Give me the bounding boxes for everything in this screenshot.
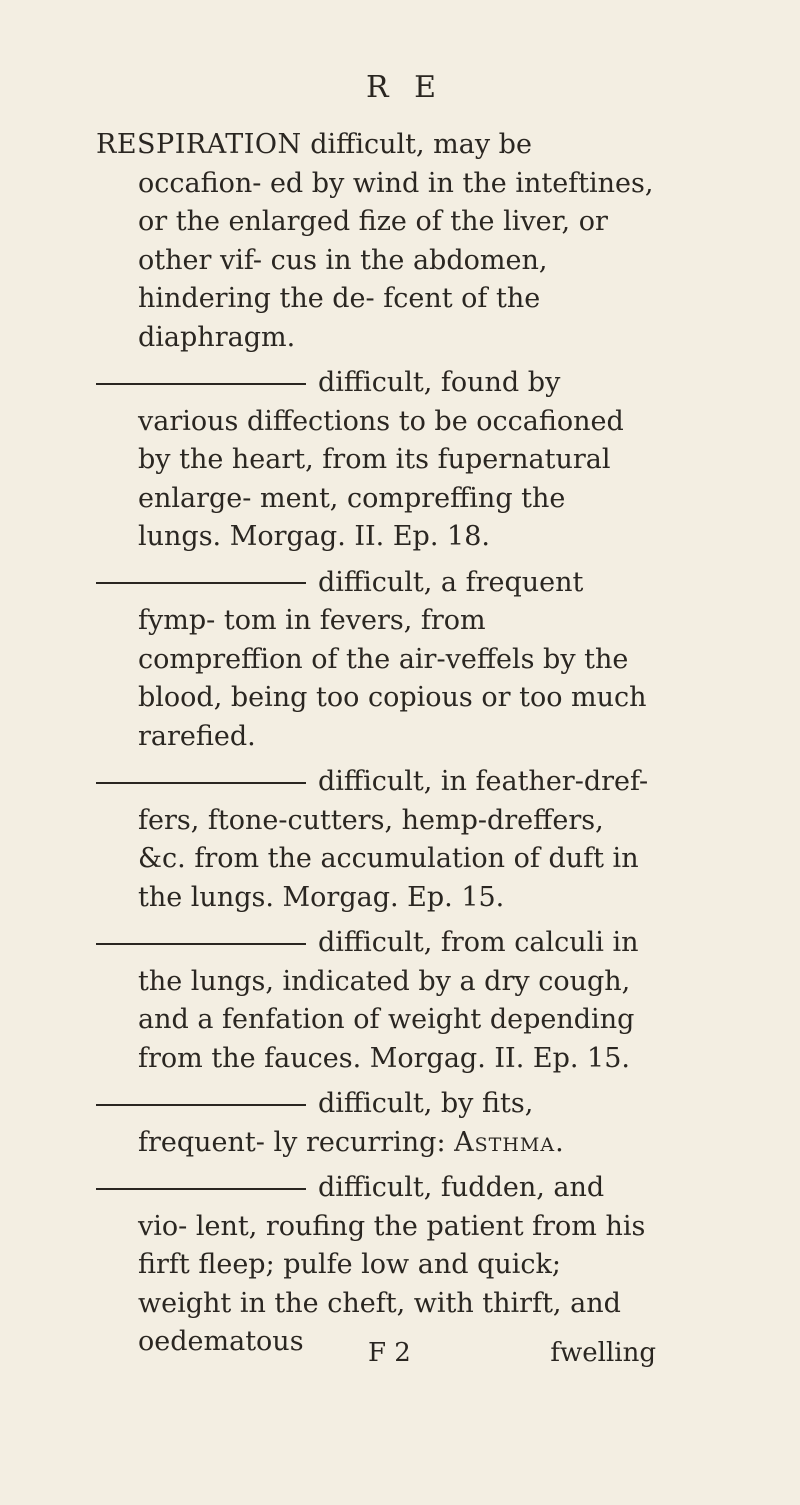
signature-mark: F 2	[368, 1338, 411, 1368]
entry-text: difficult, fudden, and vio- lent, roufing the patient from his firft fleep; pulfe low and quick; weight in the cheft, with thirft, and oedematous	[138, 1172, 646, 1357]
entry-headword: RESPIRATION	[96, 129, 302, 160]
entry-respiration-fevers	[96, 564, 656, 757]
catchword: fwelling	[550, 1338, 656, 1368]
ditto-dash	[96, 383, 306, 385]
entry-text: difficult, found by various diffections to be occafioned by the heart, from its fupernatural enlarge- ment, compreffing the lungs. Morgag. II. Ep. 18.	[138, 367, 624, 552]
ditto-dash	[96, 1104, 306, 1106]
entry-respiration-heart	[96, 364, 656, 557]
entry-text: difficult, may be occafion- ed by wind in the inteftines, or the enlarged fize of the liver, or other vif- cus in the abdomen, hindering the de- fcent of the diaphragm.	[138, 129, 654, 353]
running-head: R E	[365, 70, 445, 105]
entry-term-asthma: Asthma.	[454, 1126, 565, 1158]
entry-text: difficult, a frequent fymp- tom in fevers, from compreffion of the air-veffels by the blood, being too copious or too much rarefied.	[138, 566, 647, 752]
entry-respiration-dust	[96, 763, 656, 917]
entry-text: difficult, from calculi in the lungs, indicated by a dry cough, and a fenfation of weight depending from the fauces. Morgag. II. Ep. 15.	[138, 927, 639, 1074]
entry-text: difficult, in feather-dref- fers, ftone-cutters, hemp-dreffers, &c. from the accumulation of duft in the lungs. Morgag. Ep. 15.	[138, 766, 649, 913]
entry-respiration-sudden	[96, 1169, 656, 1362]
entry-respiration-calculi	[96, 924, 656, 1078]
entry-respiration-asthma	[96, 1085, 656, 1162]
entry-respiration-intestines	[96, 126, 656, 357]
ditto-dash	[96, 1188, 306, 1190]
ditto-dash	[96, 582, 306, 584]
ditto-dash	[96, 943, 306, 945]
ditto-dash	[96, 782, 306, 784]
dictionary-entries	[96, 126, 656, 1369]
entry-text: difficult, by fits, frequent- ly recurring:	[138, 1088, 534, 1158]
